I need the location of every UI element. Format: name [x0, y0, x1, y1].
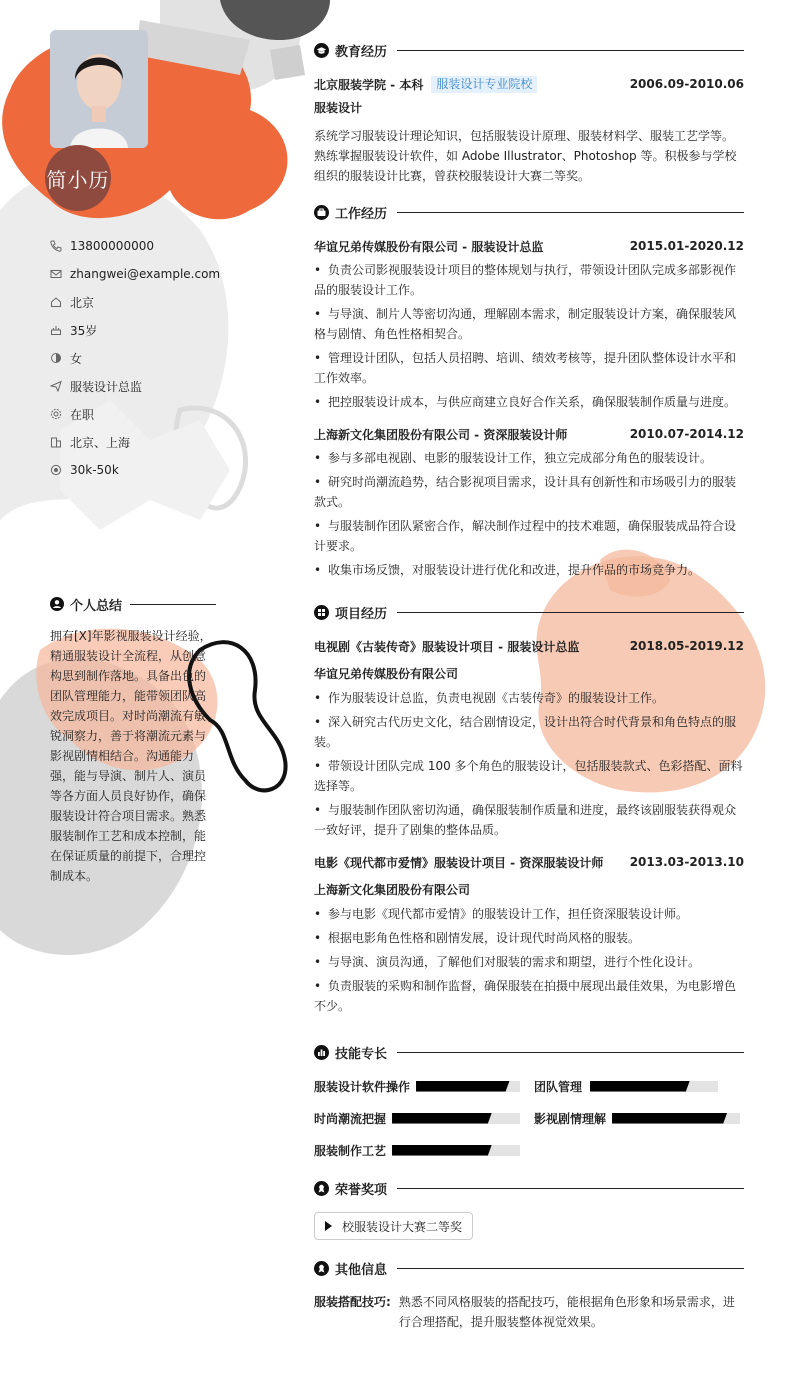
- education-major: 服装设计: [314, 101, 363, 115]
- projects-title: 项目经历: [335, 606, 388, 622]
- contact-item-age: [50, 316, 230, 344]
- project-bullets: [314, 904, 744, 1016]
- job-icon: [50, 380, 62, 392]
- skills-grid: [314, 1076, 744, 1160]
- info-icon: [314, 1261, 329, 1276]
- project-row: [314, 636, 744, 656]
- project-date: 2018.05-2019.12: [629, 639, 744, 653]
- skill-bar: [590, 1081, 718, 1092]
- skill-item: [534, 1076, 744, 1096]
- briefcase-icon: [314, 205, 329, 220]
- work-bullet: • 收集市场反馈，对服装设计进行优化和改进，提升作品的市场竞争力。: [314, 560, 744, 580]
- contact-status: 在职: [70, 407, 95, 422]
- other-divider: [397, 1268, 744, 1269]
- work-date: 2010.07-2014.12: [629, 427, 744, 441]
- salary-icon: [50, 464, 62, 476]
- education-row: [314, 74, 744, 94]
- skill-bar-fill: [392, 1145, 492, 1156]
- project-bullets: [314, 688, 744, 840]
- work-divider: [397, 212, 744, 213]
- awards-divider: [397, 1188, 744, 1189]
- other-header: [314, 1256, 744, 1280]
- contact-item-job: [50, 372, 230, 400]
- project-row: [314, 852, 744, 872]
- contact-list: [50, 232, 230, 484]
- other-title: 其他信息: [335, 1262, 388, 1278]
- awards-header: [314, 1176, 744, 1200]
- education-title: 教育经历: [335, 44, 388, 60]
- contact-location: 北京: [70, 295, 95, 310]
- project-name: 电影《现代都市爱情》服装设计项目 - 资深服装设计师: [314, 855, 604, 870]
- skill-name: 影视剧情理解: [534, 1111, 607, 1126]
- project-bullet: • 与导演、演员沟通，了解他们对服装的需求和期望，进行个性化设计。: [314, 952, 744, 972]
- skill-bar-fill: [392, 1113, 492, 1124]
- education-tag: 服装设计专业院校: [431, 76, 537, 93]
- award-icon: [314, 1181, 329, 1196]
- profile-photo: [50, 30, 148, 148]
- project-bullet: • 带领设计团队完成 100 多个角色的服装设计，包括服装款式、色彩搭配、面料选择等。: [314, 756, 744, 796]
- projects-header: [314, 600, 744, 624]
- project-date: 2013.03-2013.10: [629, 855, 744, 869]
- skill-item: [314, 1140, 534, 1160]
- city-icon: [50, 436, 62, 448]
- work-company: 华谊兄弟传媒股份有限公司 - 服装设计总监: [314, 239, 544, 254]
- right-column: [314, 38, 744, 1332]
- education-desc: 系统学习服装设计理论知识，包括服装设计原理、服装材料学、服装工艺学等。熟练掌握服装设计软件，如 Adobe Illustrator、Photoshop 等。积极参与学校组织的服装设计比赛，曾获校服装设计大赛二等奖。: [314, 129, 737, 183]
- work-company: 上海新文化集团股份有限公司 - 资深服装设计师: [314, 427, 568, 442]
- summary-section: [50, 594, 216, 886]
- education-school: 北京服装学院 - 本科: [314, 77, 424, 92]
- summary-divider: [130, 604, 216, 605]
- skill-bar: [612, 1113, 740, 1124]
- project-item: [314, 636, 744, 840]
- gender-icon: [50, 352, 62, 364]
- skill-bar-fill: [590, 1081, 690, 1092]
- contact-item-status: [50, 400, 230, 428]
- skills-header: [314, 1040, 744, 1064]
- work-bullet: • 与导演、制片人等密切沟通，理解剧本需求，制定服装设计方案，确保服装风格与剧情、角色性格相契合。: [314, 304, 744, 344]
- award-item: [314, 1212, 473, 1240]
- project-name: 电视剧《古装传奇》服装设计项目 - 服装设计总监: [314, 639, 580, 654]
- work-bullet: • 参与多部电视剧、电影的服装设计工作，独立完成部分角色的服装设计。: [314, 448, 744, 468]
- other-label: 服装搭配技巧:: [314, 1295, 391, 1309]
- contact-item-salary: [50, 456, 230, 484]
- skill-bar-fill: [416, 1081, 510, 1092]
- contact-email: zhangwei@example.com: [70, 267, 221, 281]
- education-date: 2006.09-2010.06: [629, 77, 744, 91]
- work-bullet: • 与服装制作团队紧密合作，解决制作过程中的技术难题，确保服装成品符合设计要求。: [314, 516, 744, 556]
- skill-bar: [392, 1145, 520, 1156]
- contact-item-email: [50, 260, 230, 288]
- education-divider: [397, 50, 744, 51]
- project-bullet: • 负责服装的采购和制作监督，确保服装在拍摄中展现出最佳效果，为电影增色不少。: [314, 976, 744, 1016]
- work-bullet: • 研究时尚潮流趋势，结合影视项目需求，设计具有创新性和市场吸引力的服装款式。: [314, 472, 744, 512]
- other-item: [314, 1292, 744, 1332]
- work-item: [314, 424, 744, 580]
- grid-icon: [314, 605, 329, 620]
- work-bullet: • 把控服装设计成本，与供应商建立良好合作关系，确保服装制作质量与进度。: [314, 392, 744, 412]
- award-text: 校服装设计大赛二等奖: [342, 1219, 463, 1234]
- play-icon: [325, 1221, 332, 1231]
- skill-bar-fill: [612, 1113, 727, 1124]
- project-bullet: • 深入研究古代历史文化，结合剧情设定，设计出符合时代背景和角色特点的服装。: [314, 712, 744, 752]
- contact-item-gender: [50, 344, 230, 372]
- skill-bar: [392, 1113, 520, 1124]
- summary-text: 拥有[X]年影视服装设计经验，精通服装设计全流程，从创意构思到制作落地。具备出色的团队管理能力，能带领团队高效完成项目。对时尚潮流有敏锐洞察力，善于将潮流元素与影视剧情相结合。沟通能力强，能与导演、制片人、演员等各方面人员良好协作，确保服装设计符合项目需求。熟悉服装制作工艺和成本控制，能在保证质量的前提下，合理控制成本。: [50, 629, 212, 883]
- contact-item-location: [50, 288, 230, 316]
- graduation-cap-icon: [314, 43, 329, 58]
- skill-name: 服装设计软件操作: [314, 1079, 411, 1094]
- skills-divider: [397, 1052, 744, 1053]
- awards-title: 荣誉奖项: [335, 1182, 388, 1198]
- user-icon: [50, 597, 64, 611]
- work-bullets: [314, 260, 744, 412]
- contact-salary: 30k-50k: [70, 463, 119, 477]
- work-bullets: [314, 448, 744, 580]
- home-icon: [50, 296, 62, 308]
- work-item: [314, 236, 744, 412]
- skill-bar: [416, 1081, 520, 1092]
- skill-item: [314, 1108, 534, 1128]
- contact-age: 35岁: [70, 323, 98, 338]
- work-title: 工作经历: [335, 206, 388, 222]
- email-icon: [50, 268, 62, 280]
- skill-item: [534, 1108, 744, 1128]
- contact-city: 北京、上海: [70, 435, 131, 450]
- work-date: 2015.01-2020.12: [629, 239, 744, 253]
- skill-item: [314, 1076, 534, 1096]
- bar-chart-icon: [314, 1045, 329, 1060]
- age-icon: [50, 324, 62, 336]
- projects-divider: [397, 612, 744, 613]
- skill-name: 时尚潮流把握: [314, 1111, 387, 1126]
- project-bullet: • 根据电影角色性格和剧情发展，设计现代时尚风格的服装。: [314, 928, 744, 948]
- work-bullet: • 负责公司影视服装设计项目的整体规划与执行，带领设计团队完成多部影视作品的服装设计工作。: [314, 260, 744, 300]
- project-bullet: • 作为服装设计总监，负责电视剧《古装传奇》的服装设计工作。: [314, 688, 744, 708]
- contact-item-phone: [50, 232, 230, 260]
- project-bullet: • 与服装制作团队密切沟通，确保服装制作质量和进度，最终该剧服装获得观众一致好评，提升了剧集的整体品质。: [314, 800, 744, 840]
- summary-header: [50, 594, 216, 614]
- contact-job: 服装设计总监: [70, 379, 143, 394]
- work-row: [314, 236, 744, 256]
- project-bullet: • 参与电影《现代都市爱情》的服装设计工作，担任资深服装设计师。: [314, 904, 744, 924]
- contact-gender: 女: [70, 351, 83, 366]
- profile-name: 简小历: [45, 145, 111, 211]
- project-item: [314, 852, 744, 1016]
- project-org: 上海新文化集团股份有限公司: [314, 883, 471, 897]
- skill-name: 团队管理: [534, 1079, 583, 1094]
- phone-icon: [50, 240, 62, 252]
- skill-name: 服装制作工艺: [314, 1143, 387, 1158]
- work-row: [314, 424, 744, 444]
- work-header: [314, 200, 744, 224]
- contact-item-city: [50, 428, 230, 456]
- left-column: [0, 0, 240, 1376]
- skills-title: 技能专长: [335, 1046, 388, 1062]
- education-header: [314, 38, 744, 62]
- other-text: 熟悉不同风格服装的搭配技巧，能根据角色形象和场景需求，进行合理搭配，提升服装整体视觉效果。: [398, 1295, 735, 1329]
- project-org: 华谊兄弟传媒股份有限公司: [314, 667, 459, 681]
- contact-phone: 13800000000: [70, 239, 154, 253]
- work-bullet: • 管理设计团队，包括人员招聘、培训、绩效考核等，提升团队整体设计水平和工作效率。: [314, 348, 744, 388]
- summary-title: 个人总结: [70, 598, 123, 614]
- status-icon: [50, 408, 62, 420]
